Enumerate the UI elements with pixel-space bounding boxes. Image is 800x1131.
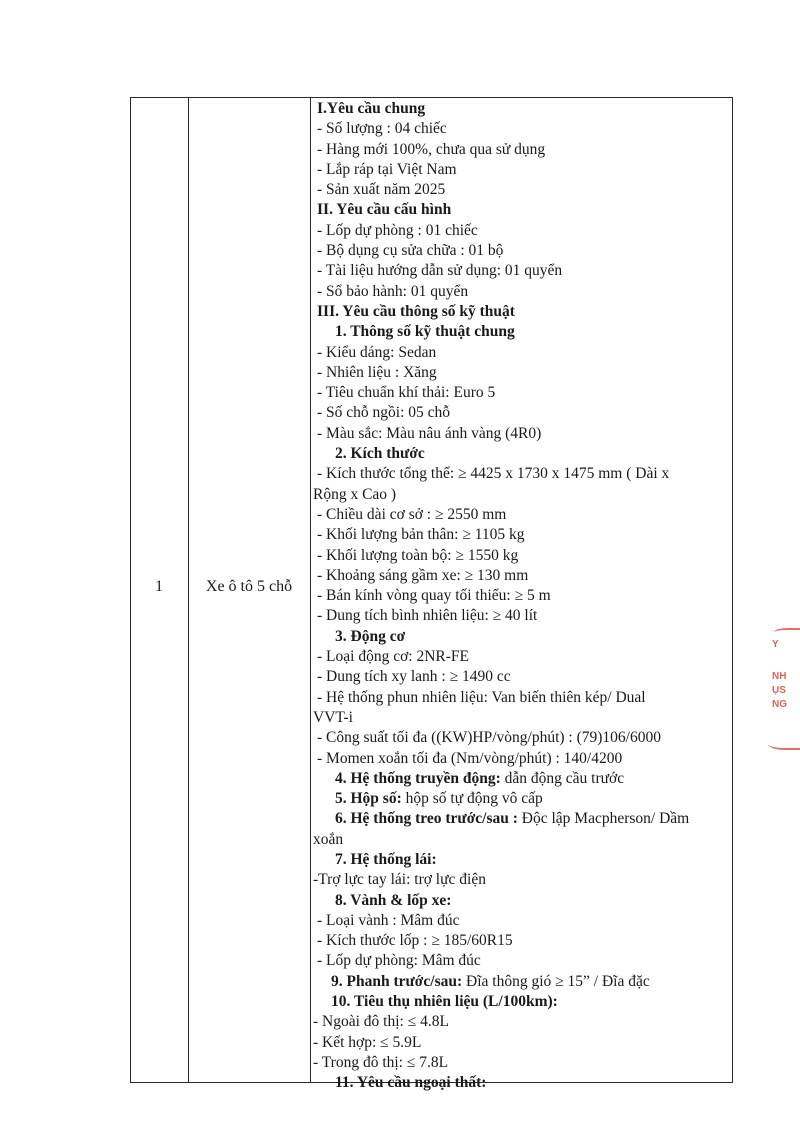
- column-divider-2: [310, 97, 311, 1083]
- spec-line: - Kích thước lốp : ≥ 185/60R15: [317, 932, 513, 950]
- spec-value: Độc lập Macpherson/ Dầm: [517, 810, 690, 828]
- spec-line: - Lốp dự phòng : 01 chiếc: [317, 221, 478, 239]
- section-heading: 2. Kích thước: [335, 445, 425, 463]
- spec-line: - Số chỗ ngồi: 05 chỗ: [317, 404, 451, 422]
- section-heading: 8. Vành & lốp xe:: [335, 891, 452, 909]
- spec-line: [313, 972, 730, 992]
- spec-line: - Kết hợp: ≤ 5.9L: [313, 1033, 422, 1051]
- spec-line: - Dung tích xy lanh : ≥ 1490 cc: [317, 668, 511, 686]
- section-heading: II. Yêu cầu cấu hình: [317, 201, 452, 219]
- spec-value: dẫn động cầu trước: [500, 769, 625, 787]
- red-stamp-fragment: [768, 628, 800, 768]
- spec-line: - Bán kính vòng quay tối thiểu: ≥ 5 m: [317, 587, 551, 605]
- spec-line: - Trong đô thị: ≤ 7.8L: [313, 1053, 449, 1071]
- spec-line: [313, 809, 730, 829]
- stamp-text: NH: [772, 671, 787, 682]
- spec-value: Đĩa thông gió ≥ 15” / Đĩa đặc: [462, 972, 650, 990]
- spec-label: 6. Hệ thống treo trước/sau :: [335, 810, 518, 828]
- section-heading: 11. Yêu cầu ngoại thất:: [335, 1074, 487, 1092]
- stamp-text: ỤS: [772, 685, 786, 696]
- spec-line: - Dung tích bình nhiên liệu: ≥ 40 lít: [317, 607, 538, 625]
- spec-line: [313, 789, 730, 809]
- section-heading: 1. Thông số kỹ thuật chung: [335, 323, 515, 341]
- spec-line: - Khối lượng toàn bộ: ≥ 1550 kg: [317, 546, 519, 564]
- spec-line: - Nhiên liệu : Xăng: [317, 363, 437, 381]
- spec-line: - Màu sắc: Màu nâu ánh vàng (4R0): [317, 424, 542, 442]
- spec-line: - Loại vành : Mâm đúc: [317, 911, 460, 929]
- section-heading: 3. Động cơ: [335, 627, 406, 645]
- section-heading: III. Yêu cầu thông số kỹ thuật: [317, 302, 515, 320]
- spec-label: 9. Phanh trước/sau:: [331, 972, 463, 990]
- spec-line: - Bộ dụng cụ sửa chữa : 01 bộ: [317, 242, 504, 260]
- spec-line: - Kích thước tổng thể: ≥ 4425 x 1730 x 1475 mm ( Dài x: [317, 465, 670, 483]
- spec-line: Rộng x Cao ): [313, 485, 397, 503]
- spec-line: - Momen xoắn tối đa (Nm/vòng/phút) : 140/4200: [317, 749, 623, 767]
- spec-line: - Khoảng sáng gầm xe: ≥ 130 mm: [317, 566, 529, 584]
- stamp-text: Y: [772, 639, 779, 650]
- spec-line: - Lốp dự phòng: Mâm đúc: [317, 952, 481, 970]
- spec-line: [313, 769, 730, 789]
- spec-label: 5. Hộp số:: [335, 790, 402, 808]
- spec-line: - Sổ bảo hành: 01 quyển: [317, 282, 469, 300]
- spec-line: VVT-i: [313, 708, 353, 726]
- section-heading: 7. Hệ thống lái:: [335, 850, 437, 868]
- spec-line: - Kiểu dáng: Sedan: [317, 343, 437, 361]
- spec-line: -Trợ lực tay lái: trợ lực điện: [313, 871, 486, 889]
- stamp-text: NG: [772, 699, 787, 710]
- spec-line: - Tiêu chuẩn khí thải: Euro 5: [317, 384, 496, 402]
- spec-line: - Khối lượng bản thân: ≥ 1105 kg: [317, 526, 525, 544]
- spec-line: - Loại động cơ: 2NR-FE: [317, 648, 469, 666]
- spec-line: - Tài liệu hướng dẫn sử dụng: 01 quyển: [317, 262, 563, 280]
- spec-value: hộp số tự động vô cấp: [401, 790, 543, 808]
- spec-line: - Hàng mới 100%, chưa qua sử dụng: [317, 140, 546, 158]
- item-name: Xe ô tô 5 chỗ: [205, 578, 293, 595]
- spec-line: - Hệ thống phun nhiên liệu: Van biến thiên kép/ Dual: [317, 688, 646, 706]
- row-number: 1: [155, 578, 163, 595]
- spec-line: - Lắp ráp tại Việt Nam: [317, 160, 457, 178]
- specification-cell: [313, 99, 730, 1094]
- section-heading: I.Yêu cầu chung: [317, 100, 426, 117]
- spec-line: - Số lượng : 04 chiếc: [317, 120, 447, 138]
- spec-line: xoắn: [313, 830, 344, 848]
- spec-line: - Chiều dài cơ sở : ≥ 2550 mm: [317, 505, 507, 523]
- spec-label: 4. Hệ thống truyền động:: [335, 769, 501, 787]
- spec-line: - Sản xuất năm 2025: [317, 181, 446, 199]
- spec-line: - Ngoài đô thị: ≤ 4.8L: [313, 1013, 449, 1031]
- section-heading: 10. Tiêu thụ nhiên liệu (L/100km):: [331, 993, 558, 1011]
- spec-line: - Công suất tối đa ((KW)HP/vòng/phút) : (79)106/6000: [317, 729, 661, 747]
